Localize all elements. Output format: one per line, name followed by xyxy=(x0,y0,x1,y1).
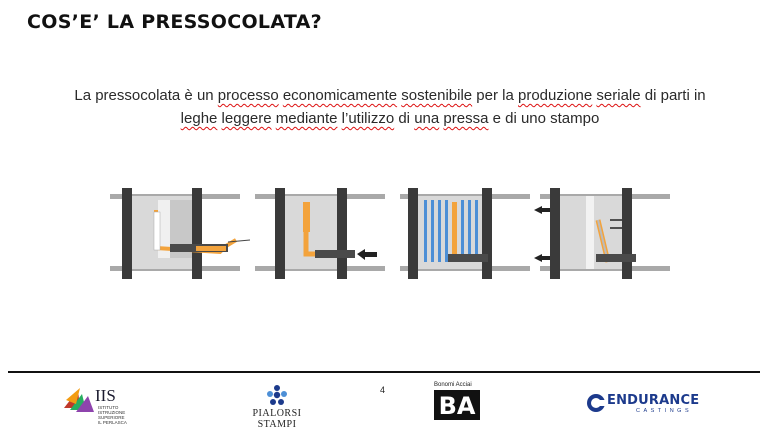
iis-emblem-icon xyxy=(62,386,96,414)
ba-mark-icon xyxy=(434,390,480,420)
body-text-segment: seriale xyxy=(596,87,641,104)
slide-body-text xyxy=(40,84,740,130)
iis-logo-text: IIS xyxy=(95,386,116,405)
pialorsi-logo xyxy=(238,384,316,430)
body-text-segment: processo xyxy=(217,87,279,104)
page-number: 4 xyxy=(380,385,386,395)
slide-title: COS’E’ LA PRESSOCOLATA? xyxy=(27,11,322,33)
body-text-segment: leghe xyxy=(180,110,218,127)
iis-logo-subtext: ISTITUTO ISTRUZIONE SUPERIORE IL PERLASCA xyxy=(98,405,127,425)
body-text-segment: leggere xyxy=(221,110,272,127)
castings-logo-text: CASTINGS xyxy=(636,408,693,414)
step-4-ejection xyxy=(534,188,670,279)
body-text-segment: economicamente xyxy=(282,87,398,104)
body-text-segment: una xyxy=(414,110,440,127)
step-2-injection xyxy=(255,188,385,279)
body-text-segment: sostenibile xyxy=(401,87,473,104)
pialorsi-logo-text: PIALORSI STAMPI xyxy=(252,408,302,430)
body-line-2 xyxy=(40,107,740,130)
body-text-segment: di xyxy=(394,110,415,127)
bonomi-logo-top-text: Bonomi Acciai xyxy=(434,382,472,388)
body-text-segment: produzione xyxy=(518,87,593,104)
endurance-emblem-icon xyxy=(586,393,606,413)
iis-logo xyxy=(62,386,132,425)
body-text-segment: l’utilizzo xyxy=(341,110,395,127)
body-text-segment: e di uno stampo xyxy=(488,110,600,127)
body-line-1 xyxy=(40,84,740,107)
endurance-logo-text: ENDURANCE xyxy=(607,393,700,408)
bonomi-acciai-logo xyxy=(434,382,482,420)
step-1-pouring xyxy=(110,188,250,279)
body-text-segment: La pressocolata è un xyxy=(74,87,218,104)
body-text-segment: per la xyxy=(472,87,518,104)
endurance-castings-logo xyxy=(586,393,708,417)
body-text-segment: mediante xyxy=(275,110,338,127)
die-casting-steps-illustration xyxy=(100,180,670,285)
body-text-segment: di parti in xyxy=(640,87,706,104)
footer-divider xyxy=(8,371,760,373)
svg-text:BA: BA xyxy=(438,392,476,420)
step-3-cooling xyxy=(400,188,530,279)
body-text-segment: pressa xyxy=(443,110,489,127)
pialorsi-dots-icon xyxy=(262,384,292,408)
